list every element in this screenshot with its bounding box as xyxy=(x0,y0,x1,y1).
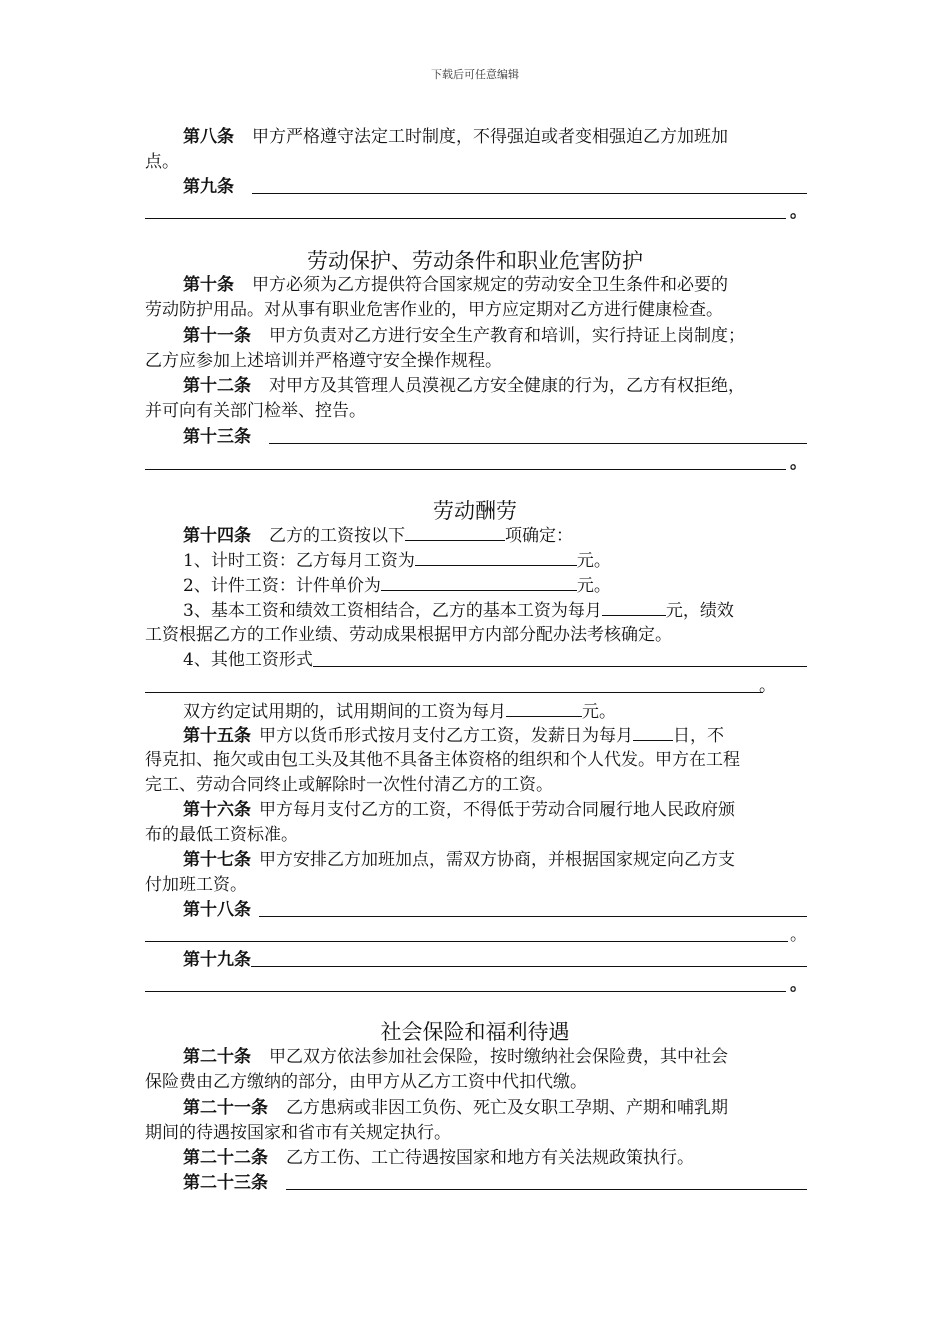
article-15-blank xyxy=(633,723,673,741)
article-16-text-cont: 布的最低工资标准。 xyxy=(145,825,298,845)
article-10-text-cont: 劳动防护用品。对从事有职业危害作业的，甲方应定期对乙方进行健康检查。 xyxy=(145,300,723,320)
article-13-blank-cont xyxy=(145,469,786,470)
article-15-line-2 xyxy=(145,748,807,772)
article-8-label: 第八条 xyxy=(183,127,234,147)
wage-item-3-line-2 xyxy=(145,623,807,647)
wage-item-4-text: 4、其他工资形式 xyxy=(183,650,313,670)
article-17-line-2 xyxy=(145,873,807,897)
section-heading-social-insurance: 社会保险和福利待遇 xyxy=(380,1020,570,1044)
article-13-label: 第十三条 xyxy=(183,427,251,447)
wage-item-4-blank xyxy=(313,666,807,667)
article-11-label: 第十一条 xyxy=(183,326,251,346)
wage-item-4-line-1 xyxy=(145,648,807,672)
section-heading-remuneration: 劳动酬劳 xyxy=(433,499,517,523)
article-11-text: 甲方负责对乙方进行安全生产教育和培训，实行持证上岗制度； xyxy=(269,326,745,346)
article-9-blank-cont xyxy=(145,218,786,219)
article-18-label: 第十八条 xyxy=(183,900,251,920)
article-22-label: 第二十二条 xyxy=(183,1148,268,1168)
probation-wage-text: 双方约定试用期的，试用期间的工资为每月 xyxy=(183,702,506,722)
article-10-label: 第十条 xyxy=(183,275,234,295)
article-12-line-1 xyxy=(145,374,807,398)
article-20-label: 第二十条 xyxy=(183,1047,251,1067)
article-17-text-cont: 付加班工资。 xyxy=(145,875,247,895)
article-17-line-1 xyxy=(145,848,807,872)
wage-item-2-unit: 元。 xyxy=(576,576,611,596)
article-14-line xyxy=(145,523,807,547)
article-12-label: 第十二条 xyxy=(183,376,251,396)
wage-item-3-text-b: 元，绩效 xyxy=(665,601,734,621)
article-19-label: 第十九条 xyxy=(183,950,251,970)
article-15-line-3 xyxy=(145,773,807,797)
article-21-line-2 xyxy=(145,1121,807,1145)
article-13-line-2 xyxy=(145,451,807,475)
article-14-label: 第十四条 xyxy=(183,526,251,546)
article-23-line xyxy=(145,1171,807,1195)
article-21-label: 第二十一条 xyxy=(183,1098,268,1118)
article-12-text: 对甲方及其管理人员漠视乙方安全健康的行为，乙方有权拒绝， xyxy=(269,376,745,396)
article-18-line-2 xyxy=(145,923,807,947)
wage-item-4-end-mark: 。 xyxy=(759,676,776,696)
article-8-text-cont: 点。 xyxy=(145,152,179,172)
article-15-text: 甲方以货币形式按月支付乙方工资，发薪日为每月 xyxy=(259,726,633,746)
article-19-line-2 xyxy=(145,973,807,997)
article-20-text: 甲乙双方依法参加社会保险，按时缴纳社会保险费，其中社会 xyxy=(269,1047,728,1067)
probation-wage-blank xyxy=(506,699,582,717)
article-9-blank xyxy=(252,193,807,194)
article-9-end-mark: 。 xyxy=(790,202,807,222)
article-12-line-2 xyxy=(145,399,807,423)
article-23-label: 第二十三条 xyxy=(183,1173,268,1193)
wage-item-3-blank xyxy=(602,598,666,616)
article-8-line-2 xyxy=(145,150,807,174)
wage-item-3-text-cont: 工资根据乙方的工作业绩、劳动成果根据甲方内部分配办法考核确定。 xyxy=(145,625,672,645)
article-12-text-cont: 并可向有关部门检举、控告。 xyxy=(145,401,366,421)
article-23-blank xyxy=(286,1189,807,1190)
article-11-line-2 xyxy=(145,349,807,373)
article-10-text: 甲方必须为乙方提供符合国家规定的劳动安全卫生条件和必要的 xyxy=(252,275,728,295)
article-8-line-1 xyxy=(145,125,807,149)
article-22-text: 乙方工伤、工亡待遇按国家和地方有关法规政策执行。 xyxy=(286,1148,694,1168)
article-9-line-1 xyxy=(145,175,807,199)
article-21-line-1 xyxy=(145,1096,807,1120)
article-18-line-1 xyxy=(145,898,807,922)
article-20-line-1 xyxy=(145,1045,807,1069)
article-9-line-2 xyxy=(145,200,807,224)
article-11-text-cont: 乙方应参加上述培训并严格遵守安全操作规程。 xyxy=(145,351,502,371)
article-14-text: 乙方的工资按以下 xyxy=(269,526,405,546)
article-15-line-1 xyxy=(145,723,807,747)
article-13-blank xyxy=(269,443,807,444)
article-10-line-1 xyxy=(145,273,807,297)
article-15-text-cont: 得克扣、拖欠或由包工头及其他不具备主体资格的组织和个人代发。甲方在工程 xyxy=(145,750,740,770)
article-15-label: 第十五条 xyxy=(183,726,251,746)
article-14-text-end: 项确定： xyxy=(505,526,573,546)
article-18-end-mark: 。 xyxy=(790,925,807,945)
article-13-line-1 xyxy=(145,425,807,449)
article-15-text-cont-2: 完工、劳动合同终止或解除时一次性付清乙方的工资。 xyxy=(145,775,553,795)
page-header-note: 下载后可任意编辑 xyxy=(431,68,519,81)
wage-item-4-blank-cont xyxy=(145,692,763,693)
article-21-text-cont: 期间的待遇按国家和省市有关规定执行。 xyxy=(145,1123,451,1143)
probation-wage-unit: 元。 xyxy=(582,702,616,722)
article-16-text: 甲方每月支付乙方的工资，不得低于劳动合同履行地人民政府颁 xyxy=(259,800,735,820)
article-19-blank-cont xyxy=(145,991,786,992)
article-18-blank-cont xyxy=(145,941,788,942)
wage-item-3-text: 3、基本工资和绩效工资相结合，乙方的基本工资为每月 xyxy=(183,601,602,621)
article-13-end-mark: 。 xyxy=(790,453,807,473)
article-15-text-b: 日，不 xyxy=(673,726,724,746)
wage-item-1 xyxy=(145,548,807,572)
wage-item-1-text: 1、计时工资：乙方每月工资为 xyxy=(183,551,415,571)
article-20-line-2 xyxy=(145,1070,807,1094)
wage-item-4-line-2 xyxy=(145,674,807,698)
article-19-blank xyxy=(251,966,807,967)
probation-wage xyxy=(145,699,807,723)
wage-item-1-blank xyxy=(415,548,577,566)
article-9-label: 第九条 xyxy=(183,177,234,197)
article-16-line-2 xyxy=(145,823,807,847)
article-20-text-cont: 保险费由乙方缴纳的部分，由甲方从乙方工资中代扣代缴。 xyxy=(145,1072,587,1092)
article-21-text: 乙方患病或非因工负伤、死亡及女职工孕期、产期和哺乳期 xyxy=(286,1098,728,1118)
wage-item-1-unit: 元。 xyxy=(576,551,611,571)
article-17-label: 第十七条 xyxy=(183,850,251,870)
article-11-line-1 xyxy=(145,324,807,348)
article-14-blank xyxy=(405,523,505,541)
article-17-text: 甲方安排乙方加班加点，需双方协商，并根据国家规定向乙方支 xyxy=(259,850,735,870)
article-10-line-2 xyxy=(145,298,807,322)
wage-item-2-blank xyxy=(381,573,577,591)
article-16-label: 第十六条 xyxy=(183,800,251,820)
article-19-line-1 xyxy=(145,948,807,972)
wage-item-2 xyxy=(145,573,807,597)
section-heading-labor-protection: 劳动保护、劳动条件和职业危害防护 xyxy=(307,249,643,273)
article-18-blank xyxy=(259,916,807,917)
article-19-end-mark: 。 xyxy=(790,975,807,995)
wage-item-2-text: 2、计件工资：计件单价为 xyxy=(183,576,381,596)
article-16-line-1 xyxy=(145,798,807,822)
article-8-text: 甲方严格遵守法定工时制度，不得强迫或者变相强迫乙方加班加 xyxy=(252,127,728,147)
article-22-line xyxy=(145,1146,807,1170)
wage-item-3-line-1 xyxy=(145,598,807,622)
